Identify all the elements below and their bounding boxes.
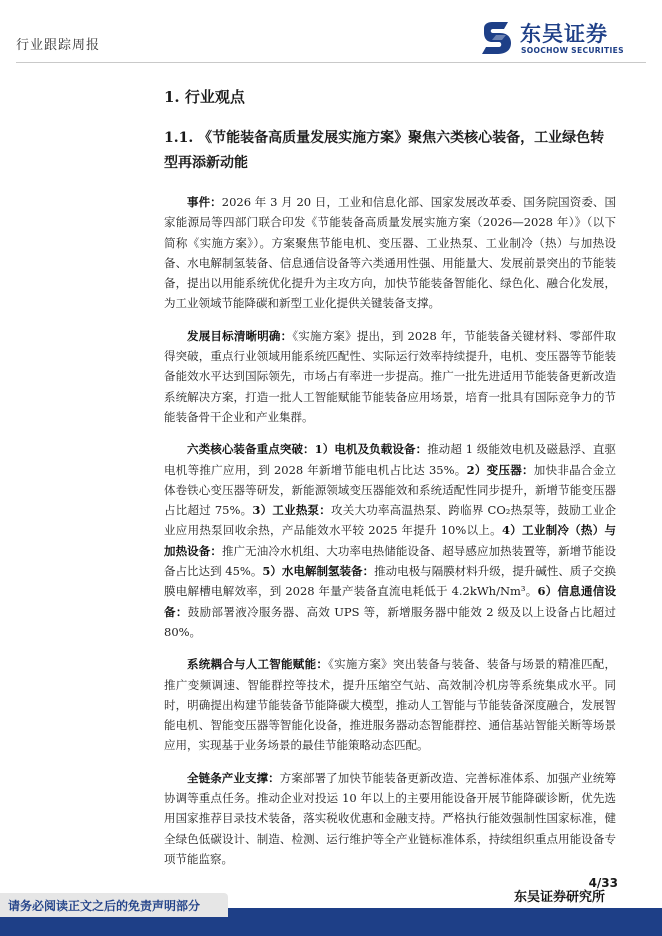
paragraph-lead: 5）水电解制氢装备： <box>262 564 375 579</box>
section-subheading: 1.1. 《节能装备高质量发展实施方案》聚焦六类核心装备，工业绿色转型再添新动能 <box>164 130 605 171</box>
paragraph-body: 鼓励部署液冷服务器、高效 UPS 等，新增服务器中能效 2 级及以上设备占比超过 80%。 <box>164 604 616 639</box>
brand-logo <box>478 18 648 60</box>
paragraph-lead: 发展目标清晰明确： <box>187 328 293 343</box>
paragraph-goals <box>164 326 616 427</box>
paragraph-lead: 全链条产业支撑： <box>187 770 280 785</box>
main-content <box>164 86 616 881</box>
paragraph-body: 推广无油冷水机组、大功率电热储能设备、超导感应加热装置等，新增节能设备占比达到 45%。 <box>164 543 617 579</box>
paragraph-lead: 2）变压器： <box>466 462 534 477</box>
paragraph-body: 《实施方案》突出装备与装备、装备与场景的精准匹配，推广变频调速、智能群控等技术，提升压缩空气站、高效制冷机房等系统集成水平。同时，明确提出构建节能装备节能降碳大模型，推动人工智能与节能装备深度融合，发展智能电机、智能变压器等智能化设备，推进服务器动态智能群控、通信基站智能关断等场景应用，实现基于业务场景的最佳节能策略动态匹配。 <box>164 657 617 753</box>
paragraph-lead: 4）工业制冷（热）与加热设备： <box>164 523 616 558</box>
paragraph-body: 推动电极与隔膜材料升级，提升碱性、质子交换膜电解槽电解效率，到 2028 年量产装备直流电耗低于 4.2kWh/Nm³。 <box>164 564 616 599</box>
paragraph-system-ai <box>164 654 616 755</box>
paragraph-six-equipment <box>164 439 616 642</box>
paragraph-industry-chain <box>164 768 616 869</box>
soochow-logo-icon <box>478 20 514 56</box>
paragraph-lead: 六类核心装备重点突破：1）电机及负载设备： <box>187 442 428 457</box>
paragraph-body: 《实施方案》提出，到 2028 年，节能装备关键材料、零部件取得突破，重点行业领域用能系统匹配性、实际运行效率持续提升，电机、变压器等节能装备能效水平达到国际领先，市场占有率进一步提高。推广一批先进适用节能装备更新改造系统解决方案，打造一批人工智能赋能节能装备应用场景，培育一批具有国际竞争力的节能装备骨干企业和产业集群。 <box>164 328 616 424</box>
research-institute-name: 东吴证券研究所 <box>514 890 606 905</box>
section-heading: 1. 行业观点 <box>164 88 245 106</box>
paragraph-body: 2026 年 3 月 20 日，工业和信息化部、国家发展改革委、国务院国资委、国家能源局等四部门联合印发《节能装备高质量发展实施方案（2026—2028 年）》（以下简称《实施方案》）。方案聚焦节能电机、变压器、工业热泵、工业制冷（热）与加热设备、水电解制氢装备、信息通信设备等六类通用性强、用能量大、发展前景突出的节能装备，提出以用能系统优化提升为主攻方向，加快节能装备智能化、绿色化、融合化发展，为工业领域节能降碳和新型工业化提供关键装备支撑。 <box>164 195 616 311</box>
brand-name-en: SOOCHOW SECURITIES <box>521 46 624 55</box>
paragraph-body: 加快非晶合金立体卷铁心变压器等研发，新能源领域变压器能效和系统适配性同步提升，新增节能变压器占比超过 75%。 <box>164 462 616 518</box>
page-number: 4/33 <box>588 876 618 890</box>
disclaimer-text: 请务必阅读正文之后的免责声明部分 <box>8 899 201 913</box>
paragraph-lead: 事件： <box>187 195 222 209</box>
paragraph-lead: 6）信息通信设备： <box>164 584 616 619</box>
disclaimer-tab <box>0 893 228 917</box>
report-type-label: 行业跟踪周报 <box>16 38 101 53</box>
paragraph-event <box>164 192 616 314</box>
paragraph-lead: 系统耦合与人工智能赋能： <box>187 657 329 672</box>
paragraph-body: 推动超 1 级能效电机及磁悬浮、直驱电机等推广应用，到 2028 年新增节能电机占比达 35%。 <box>164 442 616 477</box>
paragraph-lead: 3）工业热泵： <box>252 503 332 518</box>
paragraph-body: 方案部署了加快节能装备更新改造、完善标准体系、加强产业统筹协调等重点任务。推动企业对投运 10 年以上的主要用能设备开展节能降碳诊断，优先选用国家推荐目录技术装备，落实税收优惠和金融支持。严格执行能效强制性国家标准，健全绿色低碳设计、制造、检测、运行维护等全产业链标准体系，持续组织重点用能设备专项节能监察。 <box>164 770 616 866</box>
brand-name-cn: 东吴证券 <box>520 22 608 46</box>
paragraph-body: 攻关大功率高温热泵、跨临界 CO₂热泵等，鼓励工业企业应用热泵回收余热，产品能效水平较 2025 年提升 10%以上。 <box>164 503 616 538</box>
header-divider <box>16 62 646 63</box>
